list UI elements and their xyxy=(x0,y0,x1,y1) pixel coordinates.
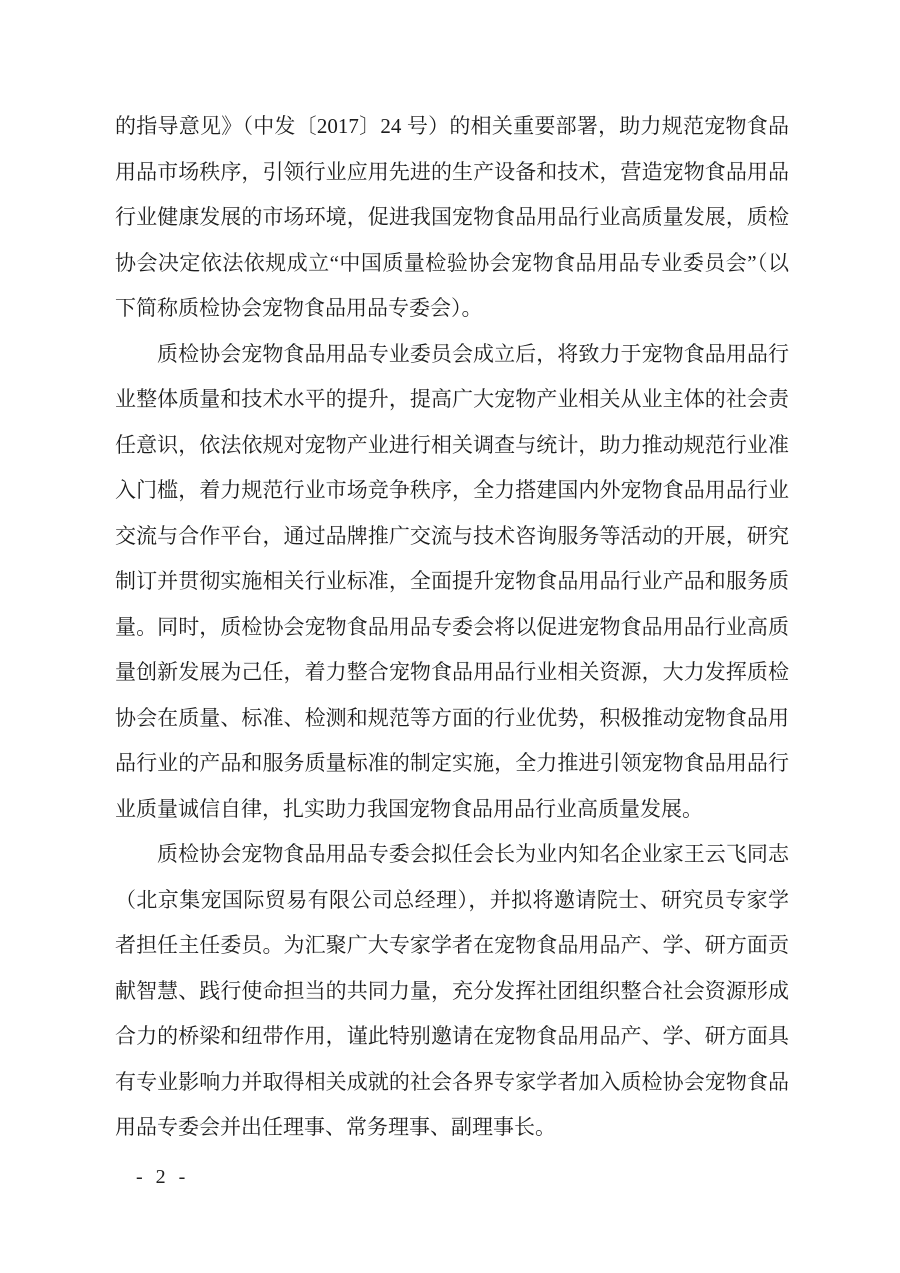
document-body xyxy=(115,104,789,1151)
paragraph-leadership-invitation: 质检协会宠物食品用品专委会拟任会长为业内知名企业家王云飞同志（北京集宠国际贸易有限公司总经理），并拟将邀请院士、研究员专家学者担任主任委员。为汇聚广大专家学者在宠物食品用品产、学、研方面贡献智慧、践行使命担当的共同力量，充分发挥社团组织整合社会资源形成合力的桥梁和纽带作用，谨此特别邀请在宠物食品用品产、学、研方面具有专业影响力并取得相关成就的社会各界专家学者加入质检协会宠物食品用品专委会并出任理事、常务理事、副理事长。 xyxy=(115,842,789,1139)
paragraph-continuation: 的指导意见》（中发〔2017〕24 号）的相关重要部署，助力规范宠物食品用品市场秩序，引领行业应用先进的生产设备和技术，营造宠物食品用品行业健康发展的市场环境，促进我国宠物食品用品行业高质量发展，质检协会决定依法依规成立“中国质量检验协会宠物食品用品专业委员会”（以下简称质检协会宠物食品用品专委会）。 xyxy=(115,114,789,320)
paragraph-committee-mission: 质检协会宠物食品用品专业委员会成立后，将致力于宠物食品用品行业整体质量和技术水平的提升，提高广大宠物产业相关从业主体的社会责任意识，依法依规对宠物产业进行相关调查与统计，助力推动规范行业准入门槛，着力规范行业市场竞争秩序，全力搭建国内外宠物食品用品行业交流与合作平台，通过品牌推广交流与技术咨询服务等活动的开展，研究制订并贯彻实施相关行业标准，全面提升宠物食品用品行业产品和服务质量。同时，质检协会宠物食品用品专委会将以促进宠物食品用品行业高质量创新发展为己任，着力整合宠物食品用品行业相关资源，大力发挥质检协会在质量、标准、检测和规范等方面的行业优势，积极推动宠物食品用品行业的产品和服务质量标准的制定实施，全力推进引领宠物食品用品行业质量诚信自律，扎实助力我国宠物食品用品行业高质量发展。 xyxy=(115,341,789,821)
page-number: - 2 - xyxy=(136,1166,190,1188)
